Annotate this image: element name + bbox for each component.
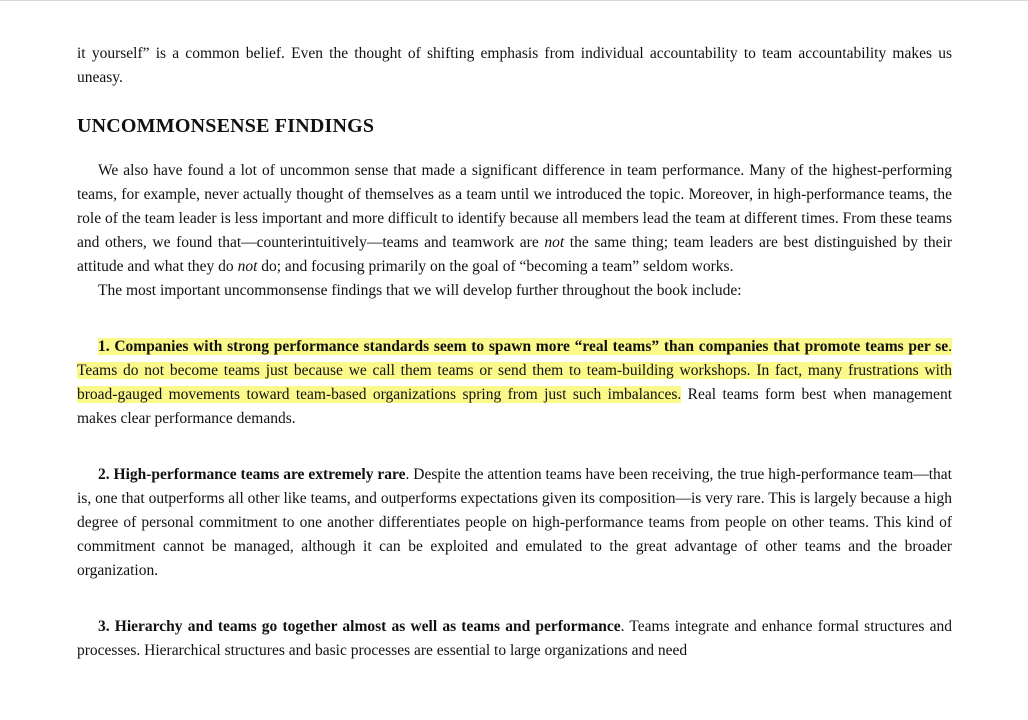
finding-2-lead: 2. High-performance teams are extremely rare: [98, 466, 406, 483]
finding-2-text: . Despite the attention teams have been receiving, the true high-performance team—that is, one that outperforms all other like teams, and outperforms expectations given its composition—is very rare. This is largely because a high degree of personal commitment to one another differentiates people on high-performance teams from people on other teams. This kind of commitment cannot be managed, although it can be exploited and emulated to the great advantage of other teams and the broader organization.: [77, 466, 952, 579]
finding-2: [77, 463, 952, 583]
para1-text-c: do; and focusing primarily on the goal of “becoming a team” seldom works.: [257, 258, 734, 275]
para1-text-a: We also have found a lot of uncommon sense that made a significant difference in team performance. Many of the highest-performing teams, for example, never actually thought of themselves as a team until we introduced the topic. Moreover, in high-performance teams, the role of the team leader is less important and more difficult to identify because all members lead the team at different times. From these teams and others, we found that—counterintuitively—teams and teamwork are: [77, 162, 952, 251]
para1-emphasis-2: not: [237, 258, 258, 275]
finding-3-lead: 3. Hierarchy and teams go together almost as well as teams and performance: [98, 618, 621, 635]
para1-text-b: the same thing; team leaders are best distinguished by their attitude and what they do: [77, 234, 952, 275]
finding-1-text: Real teams form best when management makes clear performance demands.: [77, 386, 952, 427]
finding-3: [77, 615, 952, 663]
intro-paragraph-tail: it yourself” is a common belief. Even the thought of shifting emphasis from individual accountability to team accountability makes us uneasy.: [77, 45, 952, 86]
section-heading: UNCOMMONSENSE FINDINGS: [77, 115, 375, 137]
para1-emphasis-1: not: [544, 234, 565, 251]
finding-1: [77, 335, 952, 431]
finding-1-lead-highlighted: 1. Companies with strong performance standards seem to spawn more “real teams” than companies that promote teams per se: [98, 338, 949, 355]
finding-3-text: . Teams integrate and enhance formal structures and processes. Hierarchical structures and basic processes are essential to large organizations and need: [77, 618, 952, 659]
finding-1-highlighted-text: . Teams do not become teams just because we call them teams or send them to team-building workshops. In fact, many frustrations with broad-gauged movements toward team-based organizations spring from just such imbalances.: [77, 338, 952, 403]
body-paragraph-1: [77, 159, 952, 279]
document-body: [77, 42, 952, 663]
body-paragraph-2: The most important uncommonsense findings that we will develop further throughout the book include:: [98, 282, 742, 299]
